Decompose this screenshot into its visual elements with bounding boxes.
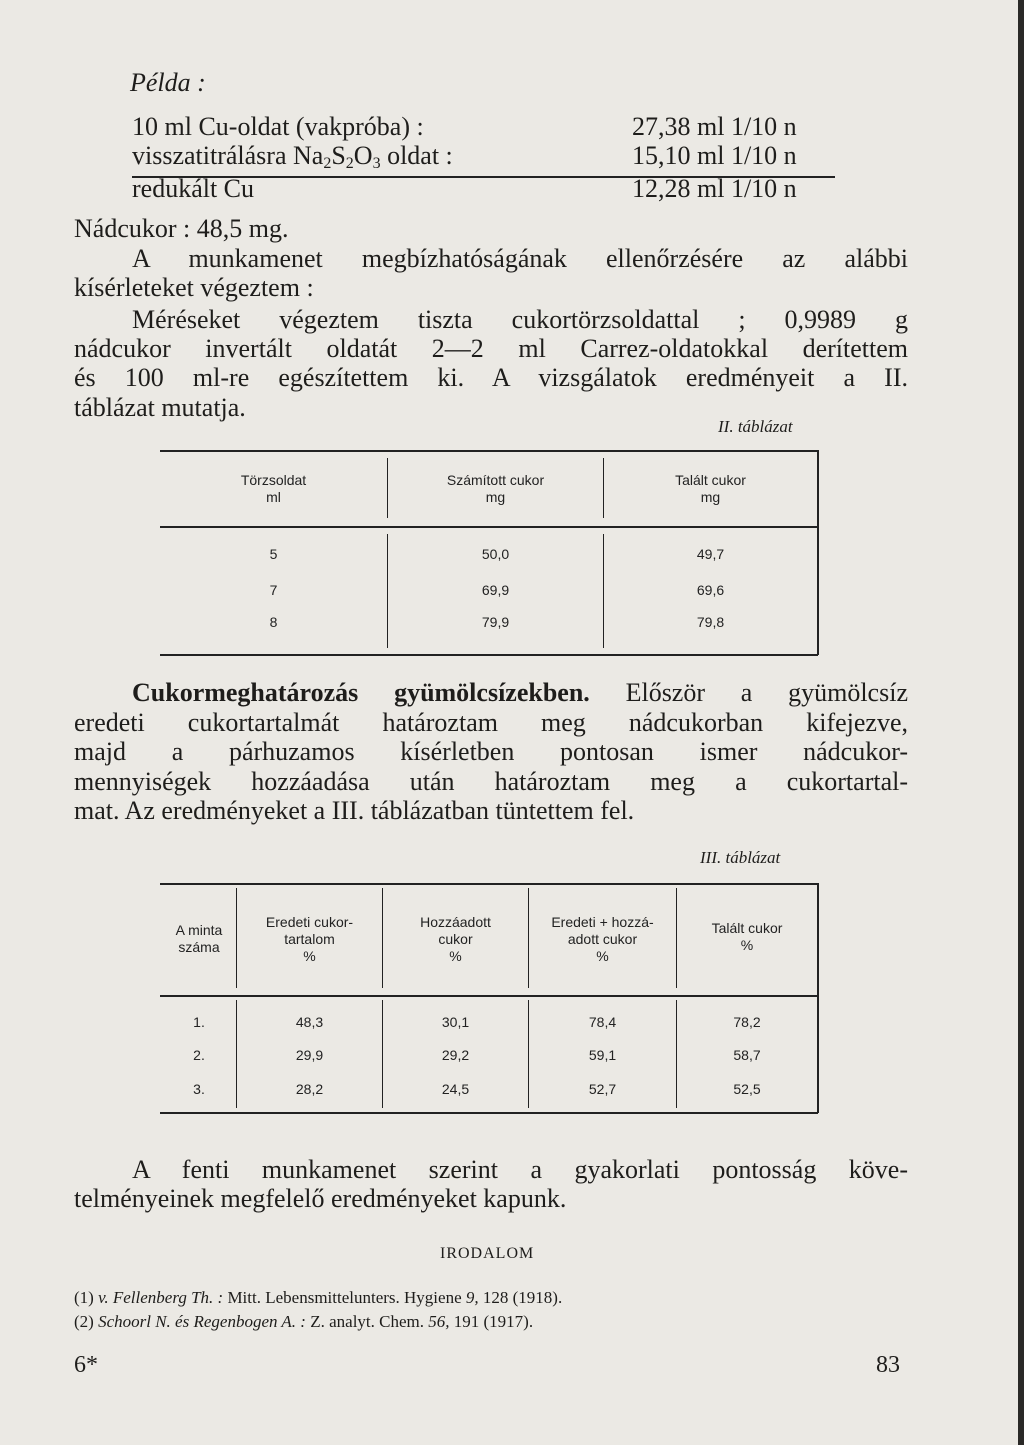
- example-row3-label: redukált Cu: [132, 174, 255, 203]
- table2-bottom-rule: [160, 654, 818, 656]
- example-row3-value: 12,28 ml 1/10 n: [632, 174, 797, 203]
- example-heading: Példa :: [130, 68, 206, 97]
- table3-cell: 58,7: [733, 1047, 761, 1063]
- para1-line2: kísérleteket végeztem :: [74, 273, 314, 302]
- table3-header-cell: Eredeti cukor- tartalom %: [265, 914, 354, 964]
- table2-cell: 50,0: [481, 546, 510, 562]
- section-heading: Cukormeghatározás gyümölcsízekben.: [132, 678, 590, 707]
- table2-caption: II. táblázat: [718, 417, 793, 436]
- table3-caption: III. táblázat: [700, 848, 781, 867]
- example-row1-value: 27,38 ml 1/10 n: [632, 112, 797, 141]
- table2-cell: 7: [269, 582, 278, 598]
- para2-line1: Cukormeghatározás gyümölcsízekben. Először a gyümölcsíz: [132, 678, 908, 707]
- table2-cell: 5: [269, 546, 278, 562]
- reference-1: (1) v. Fellenberg Th. : Mitt. Lebensmittelunters. Hygiene 9, 128 (1918).: [74, 1288, 563, 1307]
- para1-line1: A munkamenet megbízhatóságának ellenőrzésére az alábbi: [132, 244, 908, 273]
- table3-cell: 24,5: [441, 1081, 470, 1097]
- table2-header-cell: Talált cukor mg: [675, 472, 746, 505]
- para3-line2: telményeinek megfelelő eredményeket kapunk.: [74, 1184, 567, 1213]
- para2-line3: majd a párhuzamos kísérletben pontosan ismer nádcukor-: [74, 737, 908, 766]
- table2-header-rule: [160, 526, 818, 528]
- page-edge: [1018, 0, 1024, 1445]
- para3-line1: A fenti munkamenet szerint a gyakorlati pontosság köve-: [132, 1155, 908, 1184]
- table3-cell: 52,5: [733, 1081, 761, 1097]
- example-row2-value: 15,10 ml 1/10 n: [632, 141, 797, 170]
- example-row2-label: visszatitrálásra $Na_2S_2O_3$ oldat :: [132, 141, 453, 172]
- para1-line4: nádcukor invertált oldatát 2—2 ml Carrez-oldatokkal derítettem: [74, 334, 908, 363]
- table2-cell: 8: [269, 614, 278, 630]
- table3-cell: 78,4: [588, 1014, 617, 1030]
- table3-cell: 30,1: [441, 1014, 470, 1030]
- table3-cell: 28,2: [295, 1081, 324, 1097]
- table3-cell: 2.: [193, 1047, 205, 1063]
- table2-cell: 79,8: [696, 614, 725, 630]
- para1-line5: és 100 ml-re egészítettem ki. A vizsgálatok eredményeit a II.: [74, 363, 908, 392]
- para2-line5: mat. Az eredményeket a III. táblázatban tüntettem fel.: [74, 796, 635, 825]
- table3-cell: 59,1: [588, 1047, 617, 1063]
- table3-top-rule: [160, 883, 818, 885]
- table3-cell: 48,3: [295, 1014, 324, 1030]
- para1-line0: Nádcukor : 48,5 mg.: [74, 214, 289, 243]
- table2-right-rule: [817, 450, 819, 655]
- table3-cell: 3.: [193, 1081, 205, 1097]
- table2-header-cell: Törzsoldat ml: [240, 472, 307, 505]
- table3-header-cell: A minta száma: [175, 922, 223, 955]
- table3-header-cell: Talált cukor %: [711, 920, 783, 953]
- table3-header-rule: [160, 995, 818, 997]
- para1-line3: Méréseket végeztem tiszta cukortörzsoldattal ; 0,9989 g: [132, 305, 908, 334]
- table2-header-cell: Számított cukor mg: [446, 472, 545, 505]
- para1-line6: táblázat mutatja.: [74, 393, 246, 422]
- table2-cell: 79,9: [481, 614, 510, 630]
- table2-cell: 49,7: [696, 546, 725, 562]
- para2-line2: eredeti cukortartalmát határoztam meg nádcukorban kifejezve,: [74, 708, 908, 737]
- table3-header-cell: Eredeti + hozzá- adott cukor %: [551, 914, 654, 964]
- table3-cell: 78,2: [733, 1014, 761, 1030]
- table3-cell: 29,2: [441, 1047, 470, 1063]
- para2-line4: mennyiségek hozzáadása után határoztam meg a cukortartal-: [74, 767, 908, 796]
- table3-cell: 29,9: [295, 1047, 324, 1063]
- table2-cell: 69,6: [696, 582, 725, 598]
- references-heading: IRODALOM: [440, 1245, 535, 1262]
- signature-mark: 6*: [74, 1352, 98, 1378]
- page-number: 83: [876, 1352, 900, 1378]
- table2-top-rule: [160, 450, 818, 452]
- table2-cell: 69,9: [481, 582, 510, 598]
- table3-bottom-rule: [160, 1112, 818, 1114]
- example-row1-label: 10 ml Cu-oldat (vakpróba) :: [132, 112, 424, 141]
- table3-right-rule: [817, 883, 819, 1113]
- table3-cell: 52,7: [588, 1081, 617, 1097]
- reference-2: (2) Schoorl N. és Regenbogen A. : Z. analyt. Chem. 56, 191 (1917).: [74, 1312, 534, 1331]
- table3-header-cell: Hozzáadott cukor %: [420, 914, 491, 964]
- table3-cell: 1.: [193, 1014, 205, 1030]
